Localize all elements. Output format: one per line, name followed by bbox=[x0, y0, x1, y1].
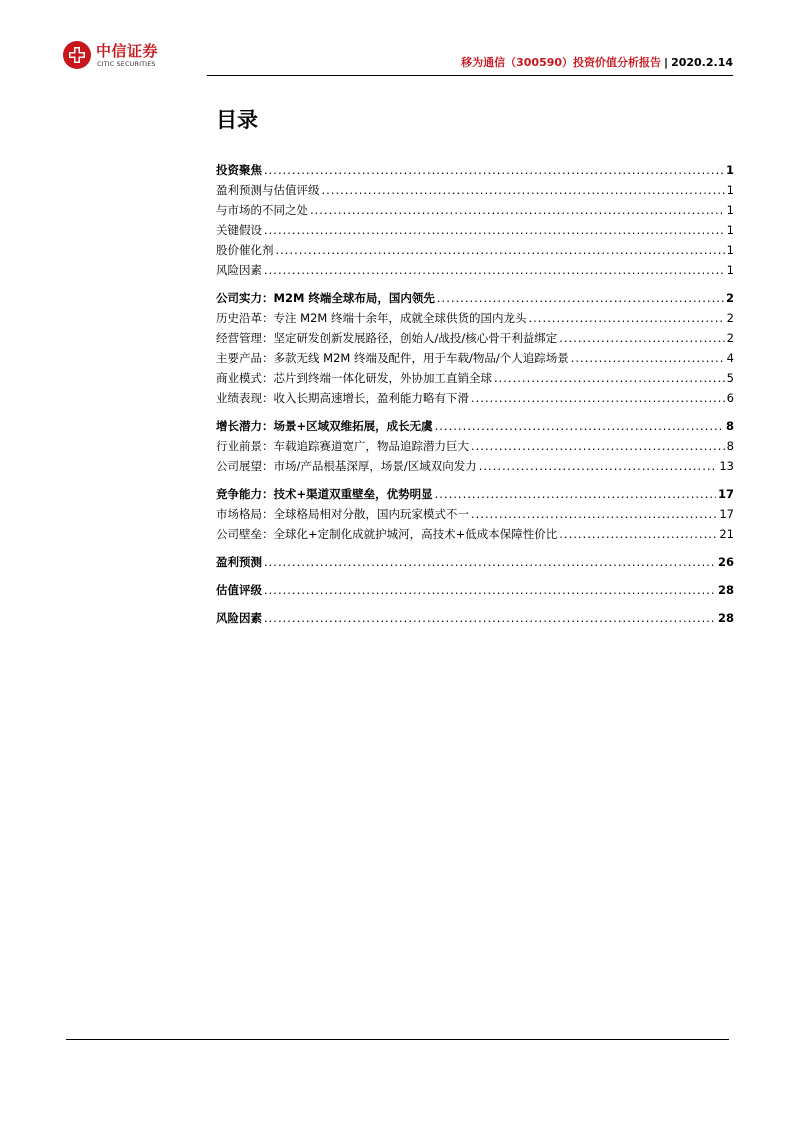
toc-dot-leader bbox=[310, 203, 725, 217]
toc-subsection-entry[interactable] bbox=[216, 182, 734, 202]
toc-dot-leader bbox=[528, 311, 724, 325]
toc-entry-title: 估值评级 bbox=[216, 583, 262, 597]
toc-dot-leader bbox=[264, 583, 716, 597]
toc-page-number: 8 bbox=[725, 419, 734, 433]
toc-entry-title: 历史沿革：专注 M2M 终端十余年，成就全球供货的国内龙头 bbox=[216, 311, 527, 325]
citic-logo-icon bbox=[62, 40, 92, 70]
toc-dot-leader bbox=[559, 331, 724, 345]
toc-dot-leader bbox=[471, 439, 725, 453]
toc-entry-title: 投资聚焦 bbox=[216, 163, 262, 177]
toc-dot-leader bbox=[494, 371, 725, 385]
toc-entry-title: 增长潜力：场景+区域双维拓展，成长无虞 bbox=[216, 419, 433, 433]
toc-page-number: 6 bbox=[726, 391, 734, 405]
toc-subsection-entry[interactable] bbox=[216, 310, 734, 330]
toc-section-entry[interactable] bbox=[216, 418, 734, 438]
toc-subsection-entry[interactable] bbox=[216, 222, 734, 242]
toc-heading: 目录 bbox=[216, 108, 258, 132]
toc-dot-leader bbox=[264, 163, 724, 177]
toc-dot-leader bbox=[264, 555, 716, 569]
toc-entry-title: 行业前景：车载追踪赛道宽广，物品追踪潜力巨大 bbox=[216, 439, 469, 453]
table-of-contents bbox=[216, 162, 734, 630]
toc-page-number: 17 bbox=[719, 507, 734, 521]
toc-entry-title: 商业模式：芯片到终端一体化研发，外协加工直销全球 bbox=[216, 371, 492, 385]
toc-entry-title: 公司展望：市场/产品根基深厚，场景/区域双向发力 bbox=[216, 459, 477, 473]
toc-entry-title: 盈利预测与估值评级 bbox=[216, 183, 320, 197]
toc-dot-leader bbox=[479, 459, 718, 473]
toc-entry-title: 竞争能力：技术+渠道双重壁垒，优势明显 bbox=[216, 487, 433, 501]
toc-dot-leader bbox=[276, 243, 725, 257]
toc-dot-leader bbox=[559, 527, 717, 541]
toc-page-number: 21 bbox=[719, 527, 734, 541]
toc-dot-leader bbox=[435, 419, 724, 433]
toc-page-number: 28 bbox=[717, 611, 734, 625]
toc-page-number: 5 bbox=[726, 371, 734, 385]
toc-page-number: 2 bbox=[726, 331, 734, 345]
page-header bbox=[62, 30, 733, 76]
toc-page-number: 26 bbox=[717, 555, 734, 569]
toc-section-entry[interactable] bbox=[216, 486, 734, 506]
toc-page-number: 13 bbox=[719, 459, 734, 473]
toc-subsection-entry[interactable] bbox=[216, 202, 734, 222]
citic-logo bbox=[62, 40, 182, 74]
toc-dot-leader bbox=[435, 487, 716, 501]
logo-english-name: CITIC SECURITIES bbox=[97, 60, 156, 68]
toc-subsection-entry[interactable] bbox=[216, 458, 734, 478]
toc-dot-leader bbox=[322, 183, 725, 197]
logo-chinese-name: 中信证券 bbox=[96, 42, 159, 60]
toc-entry-title: 公司实力：M2M 终端全球布局，国内领先 bbox=[216, 291, 435, 305]
toc-page-number: 1 bbox=[725, 163, 734, 177]
toc-entry-title: 市场格局：全球格局相对分散，国内玩家模式不一 bbox=[216, 507, 469, 521]
toc-entry-title: 风险因素 bbox=[216, 611, 262, 625]
toc-page-number: 4 bbox=[726, 351, 734, 365]
toc-page-number: 1 bbox=[726, 243, 734, 257]
toc-page-number: 1 bbox=[726, 203, 734, 217]
toc-subsection-entry[interactable] bbox=[216, 262, 734, 282]
toc-entry-title: 股价催化剂 bbox=[216, 243, 274, 257]
toc-section-entry[interactable] bbox=[216, 290, 734, 310]
footer-divider bbox=[66, 1039, 729, 1040]
toc-entry-title: 关键假设 bbox=[216, 223, 262, 237]
toc-page-number: 2 bbox=[725, 291, 734, 305]
toc-subsection-entry[interactable] bbox=[216, 242, 734, 262]
report-title-text: 移为通信（300590）投资价值分析报告 bbox=[461, 56, 662, 69]
header-divider bbox=[207, 75, 733, 76]
toc-dot-leader bbox=[471, 391, 725, 405]
toc-dot-leader bbox=[264, 611, 716, 625]
toc-section-entry[interactable] bbox=[216, 582, 734, 602]
toc-entry-title: 盈利预测 bbox=[216, 555, 262, 569]
toc-entry-title: 主要产品：多款无线 M2M 终端及配件，用于车载/物品/个人追踪场景 bbox=[216, 351, 569, 365]
toc-subsection-entry[interactable] bbox=[216, 438, 734, 458]
title-separator: | bbox=[664, 56, 669, 69]
toc-subsection-entry[interactable] bbox=[216, 506, 734, 526]
toc-dot-leader bbox=[471, 507, 717, 521]
toc-page-number: 8 bbox=[726, 439, 734, 453]
toc-dot-leader bbox=[437, 291, 724, 305]
toc-page-number: 1 bbox=[726, 183, 734, 197]
toc-dot-leader bbox=[264, 263, 725, 277]
toc-dot-leader bbox=[264, 223, 725, 237]
toc-section-entry[interactable] bbox=[216, 610, 734, 630]
toc-subsection-entry[interactable] bbox=[216, 526, 734, 546]
report-title bbox=[461, 54, 733, 70]
toc-page-number: 17 bbox=[717, 487, 734, 501]
toc-subsection-entry[interactable] bbox=[216, 350, 734, 370]
toc-page-number: 1 bbox=[726, 223, 734, 237]
toc-entry-title: 经营管理：坚定研发创新发展路径，创始人/战投/核心骨干利益绑定 bbox=[216, 331, 558, 345]
toc-page-number: 28 bbox=[717, 583, 734, 597]
toc-entry-title: 风险因素 bbox=[216, 263, 262, 277]
toc-section-entry[interactable] bbox=[216, 554, 734, 574]
toc-subsection-entry[interactable] bbox=[216, 390, 734, 410]
toc-subsection-entry[interactable] bbox=[216, 370, 734, 390]
toc-entry-title: 公司壁垒：全球化+定制化成就护城河，高技术+低成本保障性价比 bbox=[216, 527, 558, 541]
toc-entry-title: 业绩表现：收入长期高速增长，盈利能力略有下滑 bbox=[216, 391, 469, 405]
toc-page-number: 1 bbox=[726, 263, 734, 277]
toc-dot-leader bbox=[571, 351, 725, 365]
report-date: 2020.2.14 bbox=[671, 56, 733, 69]
toc-subsection-entry[interactable] bbox=[216, 330, 734, 350]
toc-page-number: 2 bbox=[726, 311, 734, 325]
toc-section-entry[interactable] bbox=[216, 162, 734, 182]
toc-entry-title: 与市场的不同之处 bbox=[216, 203, 308, 217]
